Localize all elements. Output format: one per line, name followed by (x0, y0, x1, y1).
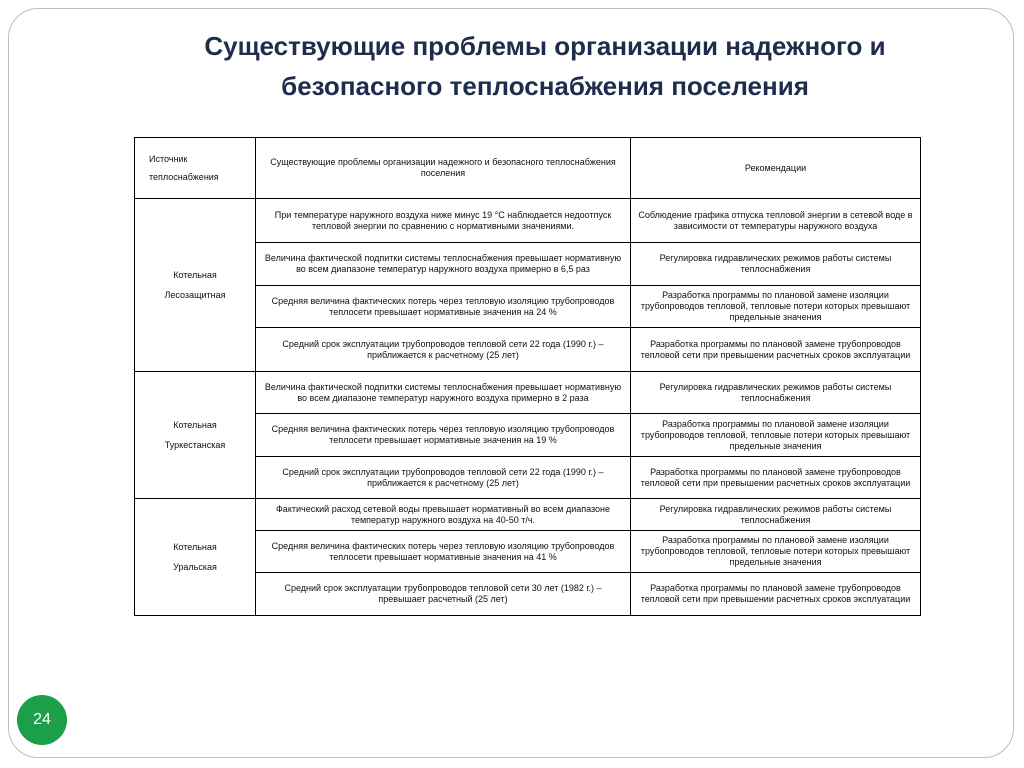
problem-cell: Величина фактической подпитки системы теплоснабжения превышает нормативную во всем диапазоне температур наружного воздуха примерно в 6,5 раз (256, 243, 631, 286)
source-cell-turkestanskaya (135, 372, 256, 499)
recommendation-cell: Разработка программы по плановой замене трубопроводов тепловой сети при превышении расчетных сроков эксплуатации (631, 328, 921, 372)
source-label: Котельная (173, 270, 217, 280)
problem-cell: Величина фактической подпитки системы теплоснабжения превышает нормативную во всем диапазоне температур наружного воздуха примерно в 2 раза (256, 372, 631, 414)
recommendation-cell: Разработка программы по плановой замене изоляции трубопроводов тепловой, тепловые потери которых превышают предельные значения (631, 531, 921, 573)
recommendation-cell: Регулировка гидравлических режимов работы системы теплоснабжения (631, 372, 921, 414)
header-problems: Существующие проблемы организации надежного и безопасного теплоснабжения поселения (256, 138, 631, 199)
recommendation-cell: Регулировка гидравлических режимов работы системы теплоснабжения (631, 499, 921, 531)
problem-cell: Средняя величина фактических потерь через тепловую изоляцию трубопроводов теплосети превышает нормативные значения на 41 % (256, 531, 631, 573)
source-cell-lesozashchitnaya (135, 199, 256, 372)
table-row (135, 199, 921, 243)
problem-cell: Средний срок эксплуатации трубопроводов тепловой сети 22 года (1990 г.) – приближается к расчетному (25 лет) (256, 457, 631, 499)
recommendation-cell: Разработка программы по плановой замене трубопроводов тепловой сети при превышении расчетных сроков эксплуатации (631, 457, 921, 499)
recommendation-cell: Разработка программы по плановой замене изоляции трубопроводов тепловой, тепловые потери которых превышают предельные значения (631, 414, 921, 457)
source-name: Лесозащитная (164, 290, 226, 300)
table-header-row (135, 138, 921, 199)
title-line-1: Существующие проблемы организации надежного и (204, 31, 886, 61)
source-label: Котельная (173, 420, 217, 430)
title-line-2: безопасного теплоснабжения поселения (281, 71, 809, 101)
problem-cell: Средняя величина фактических потерь через тепловую изоляцию трубопроводов теплосети превышает нормативные значения на 19 % (256, 414, 631, 457)
problems-table (134, 137, 921, 616)
problem-cell: Фактический расход сетевой воды превышает нормативный во всем диапазоне температур наружного воздуха на 40-50 т/ч. (256, 499, 631, 531)
table-row (135, 372, 921, 414)
slide-title (150, 26, 940, 106)
header-recommendations: Рекомендации (631, 138, 921, 199)
source-name: Туркестанская (164, 440, 226, 450)
source-label: Котельная (173, 542, 217, 552)
recommendation-cell: Соблюдение графика отпуска тепловой энергии в сетевой воде в зависимости от температуры наружного воздуха (631, 199, 921, 243)
problem-cell: Средний срок эксплуатации трубопроводов тепловой сети 30 лет (1982 г.) – превышает расчетный (25 лет) (256, 573, 631, 616)
recommendation-cell: Разработка программы по плановой замене трубопроводов тепловой сети при превышении расчетных сроков эксплуатации (631, 573, 921, 616)
header-source: Источник теплоснабжения (135, 138, 256, 199)
problem-cell: Средняя величина фактических потерь через тепловую изоляцию трубопроводов теплосети превышает нормативные значения на 24 % (256, 286, 631, 328)
page-number-badge: 24 (17, 695, 67, 745)
problem-cell: Средний срок эксплуатации трубопроводов тепловой сети 22 года (1990 г.) – приближается к расчетному (25 лет) (256, 328, 631, 372)
source-cell-uralskaya (135, 499, 256, 616)
source-name: Уральская (173, 562, 217, 572)
recommendation-cell: Регулировка гидравлических режимов работы системы теплоснабжения (631, 243, 921, 286)
problem-cell: При температуре наружного воздуха ниже минус 19 °С наблюдается недоотпуск тепловой энергии по сравнению с нормативными значениями. (256, 199, 631, 243)
table-row (135, 499, 921, 531)
recommendation-cell: Разработка программы по плановой замене изоляции трубопроводов тепловой, тепловые потери которых превышают предельные значения (631, 286, 921, 328)
